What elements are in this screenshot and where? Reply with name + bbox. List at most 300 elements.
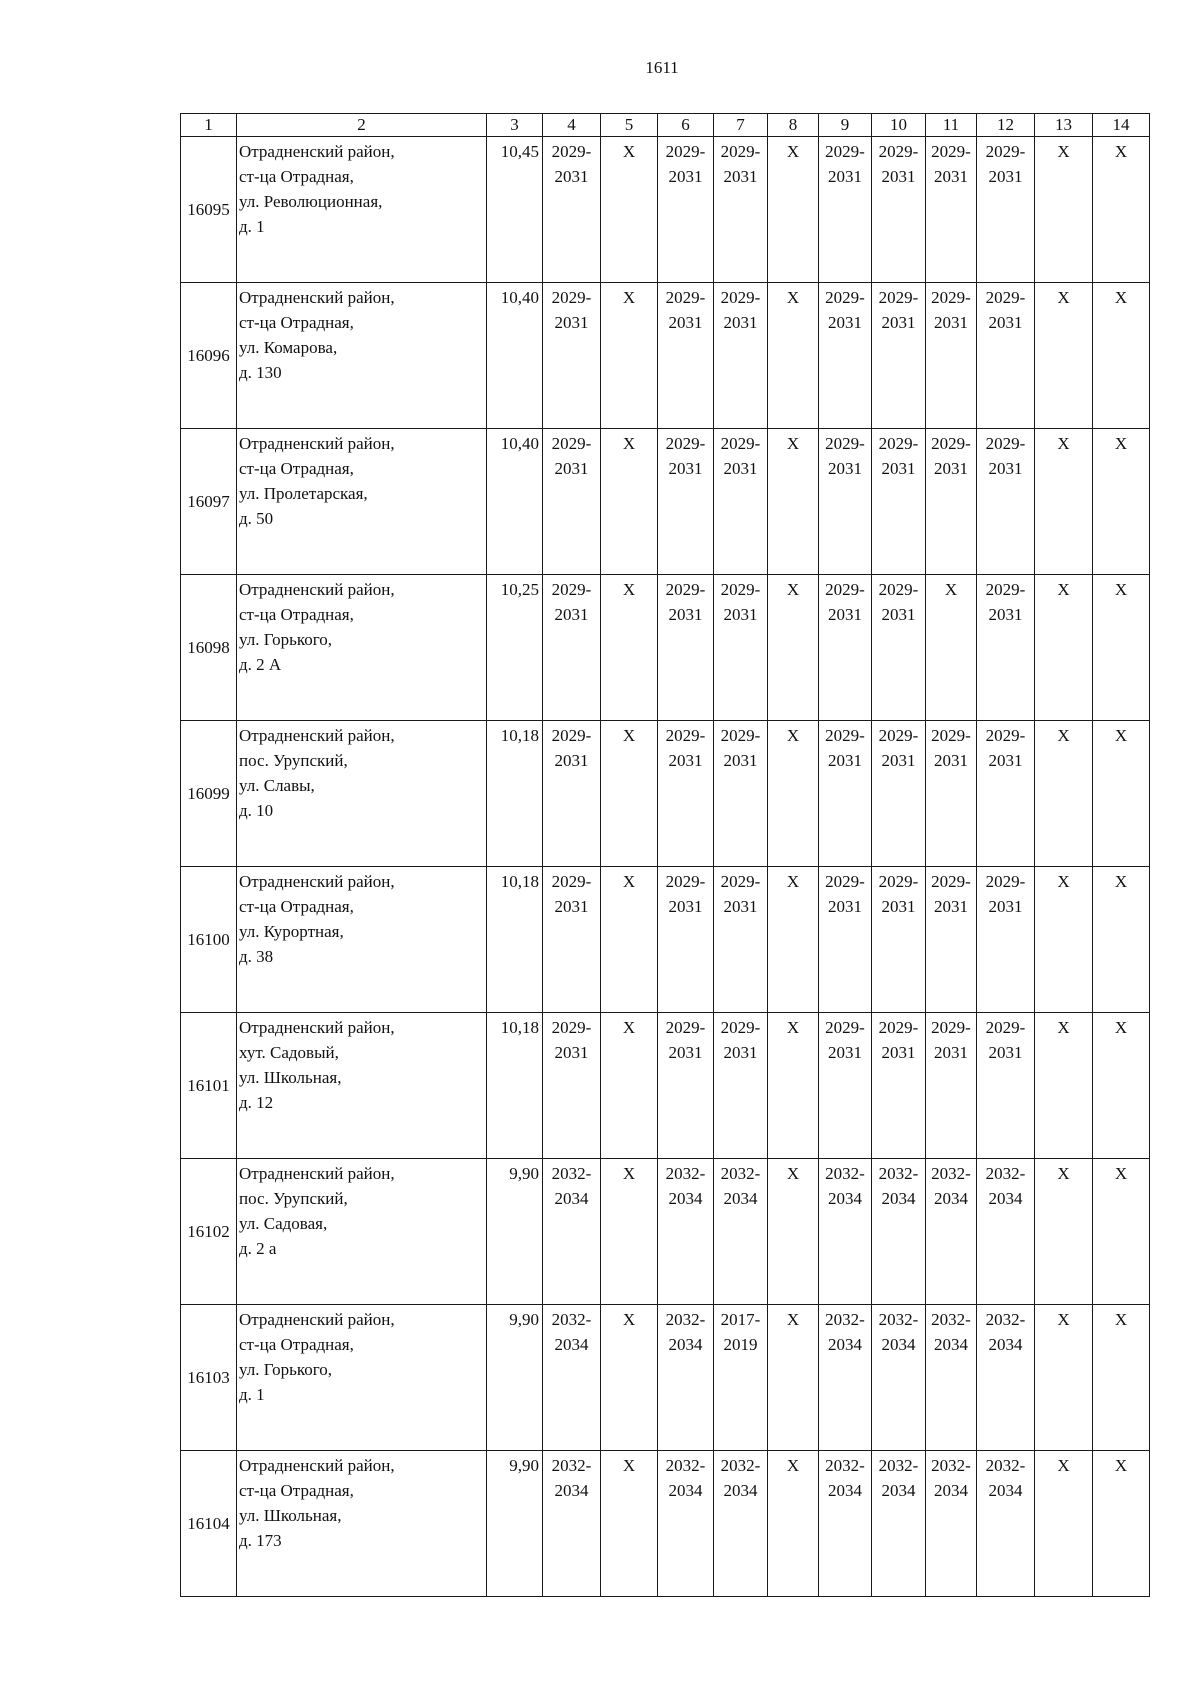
period-line: 2029- [665, 434, 706, 453]
not-applicable-cell [768, 137, 819, 283]
period-line: 2031 [828, 167, 862, 186]
period-cell [819, 1159, 872, 1305]
period-line: 2031 [554, 897, 589, 916]
period-line: 2031 [828, 605, 862, 624]
period-line: 2029- [665, 726, 706, 745]
not-applicable-cell [1093, 137, 1150, 283]
not-applicable-cell [768, 1013, 819, 1159]
not-applicable-cell [1093, 1013, 1150, 1159]
address-cell [237, 575, 487, 721]
period-line: 2029- [825, 872, 865, 891]
column-header-14: 14 [1093, 114, 1150, 137]
period-line: 2034 [988, 1335, 1023, 1354]
address-line: ул. Комарова, [239, 338, 338, 357]
not-applicable-cell [1035, 429, 1093, 575]
not-applicable-cell [768, 867, 819, 1013]
period-cell [658, 867, 714, 1013]
period-line: 2031 [723, 605, 758, 624]
period-cell [926, 721, 977, 867]
period-line: 2029- [720, 1018, 761, 1037]
not-applicable-cell [601, 575, 658, 721]
value-cell: 9,90 [487, 1451, 543, 1597]
column-header-5: 5 [601, 114, 658, 137]
period-line: 2029- [985, 872, 1026, 891]
period-line: 2032- [878, 1164, 919, 1183]
table-body [181, 114, 1150, 1597]
not-applicable-cell [1093, 721, 1150, 867]
row-number: 16097 [181, 429, 237, 575]
period-cell [658, 283, 714, 429]
period-cell [872, 1305, 926, 1451]
period-line: 2034 [668, 1189, 703, 1208]
not-applicable-cell [1035, 721, 1093, 867]
not-applicable-cell [1093, 429, 1150, 575]
period-line: 2029- [878, 434, 919, 453]
period-line: 2031 [668, 167, 703, 186]
not-applicable-cell [1093, 575, 1150, 721]
not-applicable-cell [601, 1451, 658, 1597]
period-line: 2031 [828, 897, 862, 916]
period-line: 2034 [881, 1335, 916, 1354]
row-number: 16100 [181, 867, 237, 1013]
not-applicable-cell [601, 721, 658, 867]
period-cell [658, 1451, 714, 1597]
period-cell [714, 1159, 768, 1305]
period-line: 2029- [825, 1018, 865, 1037]
x-mark: X [1114, 872, 1128, 891]
period-cell [819, 283, 872, 429]
period-cell [714, 137, 768, 283]
table-row [181, 1451, 1150, 1597]
address-cell [237, 1305, 487, 1451]
x-mark: X [786, 580, 800, 599]
not-applicable-cell [768, 721, 819, 867]
period-cell [714, 721, 768, 867]
period-line: 2029- [720, 872, 761, 891]
period-line: 2019 [723, 1335, 758, 1354]
period-cell [819, 867, 872, 1013]
period-cell [872, 867, 926, 1013]
schedule-table [180, 113, 1150, 1597]
not-applicable-cell [1035, 867, 1093, 1013]
x-mark: X [786, 142, 800, 161]
period-cell [872, 429, 926, 575]
row-number: 16096 [181, 283, 237, 429]
period-line: 2031 [723, 313, 758, 332]
x-mark: X [1057, 142, 1070, 161]
period-line: 2031 [934, 459, 968, 478]
period-cell [819, 1013, 872, 1159]
period-line: 2034 [988, 1189, 1023, 1208]
value-cell: 10,18 [487, 1013, 543, 1159]
period-line: 2031 [988, 751, 1023, 770]
period-cell [926, 283, 977, 429]
period-cell [926, 1451, 977, 1597]
period-line: 2032- [931, 1310, 971, 1329]
not-applicable-cell [768, 283, 819, 429]
period-cell [819, 1305, 872, 1451]
address-line: ул. Пролетарская, [239, 484, 368, 503]
period-line: 2032- [720, 1456, 761, 1475]
period-line: 2034 [828, 1481, 862, 1500]
period-line: 2029- [551, 288, 592, 307]
period-cell [977, 283, 1035, 429]
period-line: 2031 [554, 1043, 589, 1062]
not-applicable-cell [601, 1013, 658, 1159]
address-cell [237, 283, 487, 429]
x-mark: X [786, 1018, 800, 1037]
address-line: д. 10 [239, 801, 274, 820]
x-mark: X [1114, 142, 1128, 161]
period-cell [926, 429, 977, 575]
not-applicable-cell [768, 1159, 819, 1305]
period-cell [543, 1305, 601, 1451]
address-line: ст-ца Отрадная, [239, 459, 354, 478]
period-line: 2029- [665, 288, 706, 307]
column-header-11: 11 [926, 114, 977, 137]
column-header-7: 7 [714, 114, 768, 137]
address-line: д. 50 [239, 509, 274, 528]
period-line: 2034 [934, 1189, 968, 1208]
address-line: пос. Урупский, [239, 1189, 348, 1208]
period-cell [819, 721, 872, 867]
x-mark: X [622, 1164, 636, 1183]
period-line: 2031 [881, 459, 916, 478]
period-cell [819, 137, 872, 283]
period-line: 2029- [878, 1018, 919, 1037]
period-cell [872, 1159, 926, 1305]
period-cell [926, 1159, 977, 1305]
period-line: 2031 [668, 459, 703, 478]
column-header-1: 1 [181, 114, 237, 137]
address-line: д. 2 А [239, 655, 282, 674]
not-applicable-cell [926, 575, 977, 721]
table-row [181, 575, 1150, 721]
period-cell [714, 283, 768, 429]
period-line: 2032- [720, 1164, 761, 1183]
not-applicable-cell [601, 429, 658, 575]
period-cell [977, 867, 1035, 1013]
not-applicable-cell [601, 867, 658, 1013]
period-cell [543, 721, 601, 867]
x-mark: X [1114, 1164, 1128, 1183]
address-line: ст-ца Отрадная, [239, 605, 354, 624]
period-line: 2029- [985, 726, 1026, 745]
period-cell [819, 575, 872, 721]
x-mark: X [786, 288, 800, 307]
not-applicable-cell [768, 1305, 819, 1451]
row-number: 16104 [181, 1451, 237, 1597]
period-line: 2032- [825, 1310, 865, 1329]
address-cell [237, 429, 487, 575]
x-mark: X [622, 1456, 636, 1475]
period-line: 2031 [934, 897, 968, 916]
period-line: 2029- [931, 1018, 971, 1037]
period-line: 2034 [554, 1481, 589, 1500]
address-line: д. 12 [239, 1093, 274, 1112]
value-cell: 10,40 [487, 283, 543, 429]
period-cell [543, 867, 601, 1013]
period-line: 2029- [985, 288, 1026, 307]
x-mark: X [622, 580, 636, 599]
address-line: Отрадненский район, [239, 872, 395, 891]
period-cell [658, 721, 714, 867]
address-line: ст-ца Отрадная, [239, 167, 354, 186]
address-line: хут. Садовый, [239, 1043, 339, 1062]
x-mark: X [1114, 1018, 1128, 1037]
x-mark: X [1114, 1310, 1128, 1329]
not-applicable-cell [1093, 1451, 1150, 1597]
value-cell: 10,25 [487, 575, 543, 721]
not-applicable-cell [1035, 1013, 1093, 1159]
x-mark: X [786, 1164, 800, 1183]
period-cell [872, 575, 926, 721]
x-mark: X [622, 1018, 636, 1037]
table-row [181, 1013, 1150, 1159]
header-row [181, 114, 1150, 137]
not-applicable-cell [1035, 1451, 1093, 1597]
period-line: 2029- [985, 1018, 1026, 1037]
period-line: 2032- [825, 1164, 865, 1183]
period-line: 2031 [988, 605, 1023, 624]
table-row [181, 283, 1150, 429]
column-header-9: 9 [819, 114, 872, 137]
address-line: Отрадненский район, [239, 1018, 395, 1037]
period-cell [658, 1305, 714, 1451]
period-cell [543, 429, 601, 575]
x-mark: X [622, 872, 636, 891]
address-line: ул. Славы, [239, 776, 315, 795]
value-cell: 9,90 [487, 1305, 543, 1451]
address-cell [237, 721, 487, 867]
not-applicable-cell [1035, 137, 1093, 283]
value-cell: 9,90 [487, 1159, 543, 1305]
period-line: 2031 [554, 751, 589, 770]
x-mark: X [1057, 434, 1070, 453]
period-line: 2031 [668, 1043, 703, 1062]
value-cell: 10,18 [487, 721, 543, 867]
address-line: д. 2 а [239, 1239, 277, 1258]
period-line: 2034 [723, 1189, 758, 1208]
x-mark: X [786, 1456, 800, 1475]
row-number: 16095 [181, 137, 237, 283]
not-applicable-cell [1035, 283, 1093, 429]
period-line: 2031 [881, 897, 916, 916]
x-mark: X [1057, 872, 1070, 891]
period-cell [714, 1451, 768, 1597]
period-line: 2031 [988, 1043, 1023, 1062]
period-line: 2029- [825, 142, 865, 161]
page-number: 1611 [645, 58, 679, 77]
period-line: 2031 [881, 1043, 916, 1062]
not-applicable-cell [1035, 575, 1093, 721]
period-line: 2031 [988, 459, 1023, 478]
address-line: Отрадненский район, [239, 580, 395, 599]
period-line: 2032- [551, 1456, 592, 1475]
period-line: 2031 [828, 313, 862, 332]
period-line: 2029- [665, 142, 706, 161]
period-cell [543, 1159, 601, 1305]
period-cell [714, 867, 768, 1013]
not-applicable-cell [601, 1159, 658, 1305]
period-cell [819, 1451, 872, 1597]
not-applicable-cell [1093, 283, 1150, 429]
period-line: 2031 [668, 605, 703, 624]
period-line: 2029- [720, 580, 761, 599]
x-mark: X [1114, 726, 1128, 745]
address-line: д. 173 [239, 1531, 282, 1550]
period-line: 2032- [931, 1164, 971, 1183]
period-line: 2029- [878, 142, 919, 161]
period-line: 2029- [551, 434, 592, 453]
period-line: 2029- [985, 434, 1026, 453]
period-line: 2034 [881, 1481, 916, 1500]
period-cell [714, 429, 768, 575]
address-line: Отрадненский район, [239, 1164, 395, 1183]
not-applicable-cell [1035, 1305, 1093, 1451]
not-applicable-cell [1093, 1159, 1150, 1305]
address-line: Отрадненский район, [239, 434, 395, 453]
period-cell [977, 137, 1035, 283]
period-line: 2034 [934, 1335, 968, 1354]
period-line: 2031 [723, 167, 758, 186]
row-number: 16099 [181, 721, 237, 867]
period-line: 2029- [825, 288, 865, 307]
row-number: 16101 [181, 1013, 237, 1159]
period-line: 2034 [881, 1189, 916, 1208]
period-line: 2032- [985, 1456, 1026, 1475]
address-line: Отрадненский район, [239, 1456, 395, 1475]
period-cell [658, 575, 714, 721]
address-line: Отрадненский район, [239, 1310, 395, 1329]
period-line: 2032- [551, 1164, 592, 1183]
period-cell [926, 1305, 977, 1451]
address-cell [237, 1451, 487, 1597]
not-applicable-cell [601, 137, 658, 283]
period-cell [872, 283, 926, 429]
period-line: 2031 [554, 313, 589, 332]
period-cell [543, 137, 601, 283]
x-mark: X [1114, 434, 1128, 453]
period-cell [977, 575, 1035, 721]
x-mark: X [1057, 1310, 1070, 1329]
address-line: Отрадненский район, [239, 142, 395, 161]
period-cell [977, 429, 1035, 575]
address-line: д. 1 [239, 217, 265, 236]
period-line: 2031 [881, 167, 916, 186]
period-line: 2032- [551, 1310, 592, 1329]
x-mark: X [1057, 726, 1070, 745]
row-number: 16098 [181, 575, 237, 721]
period-cell [977, 1451, 1035, 1597]
period-line: 2031 [934, 1043, 968, 1062]
x-mark: X [786, 872, 800, 891]
not-applicable-cell [1093, 867, 1150, 1013]
period-cell [872, 1013, 926, 1159]
x-mark: X [786, 726, 800, 745]
period-line: 2031 [988, 313, 1023, 332]
period-line: 2034 [723, 1481, 758, 1500]
period-cell [872, 137, 926, 283]
period-cell [977, 1013, 1035, 1159]
period-line: 2029- [551, 872, 592, 891]
address-line: ул. Курортная, [239, 922, 344, 941]
period-cell [926, 137, 977, 283]
table-row [181, 429, 1150, 575]
x-mark: X [622, 288, 636, 307]
x-mark: X [1057, 1018, 1070, 1037]
period-line: 2031 [554, 605, 589, 624]
period-line: 2031 [723, 751, 758, 770]
period-line: 2029- [985, 580, 1026, 599]
not-applicable-cell [768, 1451, 819, 1597]
column-header-10: 10 [872, 114, 926, 137]
period-line: 2029- [931, 726, 971, 745]
table-row [181, 1159, 1150, 1305]
period-line: 2034 [668, 1335, 703, 1354]
period-line: 2032- [985, 1164, 1026, 1183]
period-line: 2029- [665, 872, 706, 891]
x-mark: X [1057, 1164, 1070, 1183]
x-mark: X [786, 434, 800, 453]
period-line: 2034 [554, 1189, 589, 1208]
period-line: 2032- [665, 1456, 706, 1475]
period-line: 2032- [931, 1456, 971, 1475]
address-line: д. 38 [239, 947, 274, 966]
x-mark: X [1114, 1456, 1128, 1475]
value-cell: 10,18 [487, 867, 543, 1013]
period-line: 2017- [720, 1310, 761, 1329]
period-line: 2029- [720, 142, 761, 161]
not-applicable-cell [768, 575, 819, 721]
period-line: 2031 [668, 897, 703, 916]
period-line: 2031 [828, 459, 862, 478]
period-line: 2029- [665, 580, 706, 599]
period-cell [543, 575, 601, 721]
period-line: 2034 [934, 1481, 968, 1500]
address-line: д. 1 [239, 1385, 265, 1404]
column-header-6: 6 [658, 114, 714, 137]
column-header-12: 12 [977, 114, 1035, 137]
period-cell [819, 429, 872, 575]
x-mark: X [1057, 288, 1070, 307]
address-line: ул. Школьная, [239, 1506, 342, 1525]
not-applicable-cell [1093, 1305, 1150, 1451]
x-mark: X [944, 580, 958, 599]
period-cell [543, 283, 601, 429]
period-cell [926, 867, 977, 1013]
period-line: 2029- [985, 142, 1026, 161]
period-line: 2029- [551, 726, 592, 745]
period-line: 2031 [934, 313, 968, 332]
table-row [181, 721, 1150, 867]
period-cell [658, 137, 714, 283]
period-line: 2029- [878, 726, 919, 745]
period-line: 2032- [985, 1310, 1026, 1329]
column-header-3: 3 [487, 114, 543, 137]
x-mark: X [1057, 1456, 1070, 1475]
address-line: ст-ца Отрадная, [239, 897, 354, 916]
x-mark: X [622, 1310, 636, 1329]
period-line: 2031 [723, 459, 758, 478]
period-cell [714, 575, 768, 721]
period-cell [658, 1159, 714, 1305]
period-line: 2032- [878, 1310, 919, 1329]
x-mark: X [622, 434, 636, 453]
period-line: 2029- [878, 580, 919, 599]
address-line: ул. Садовая, [239, 1214, 328, 1233]
period-cell [658, 1013, 714, 1159]
